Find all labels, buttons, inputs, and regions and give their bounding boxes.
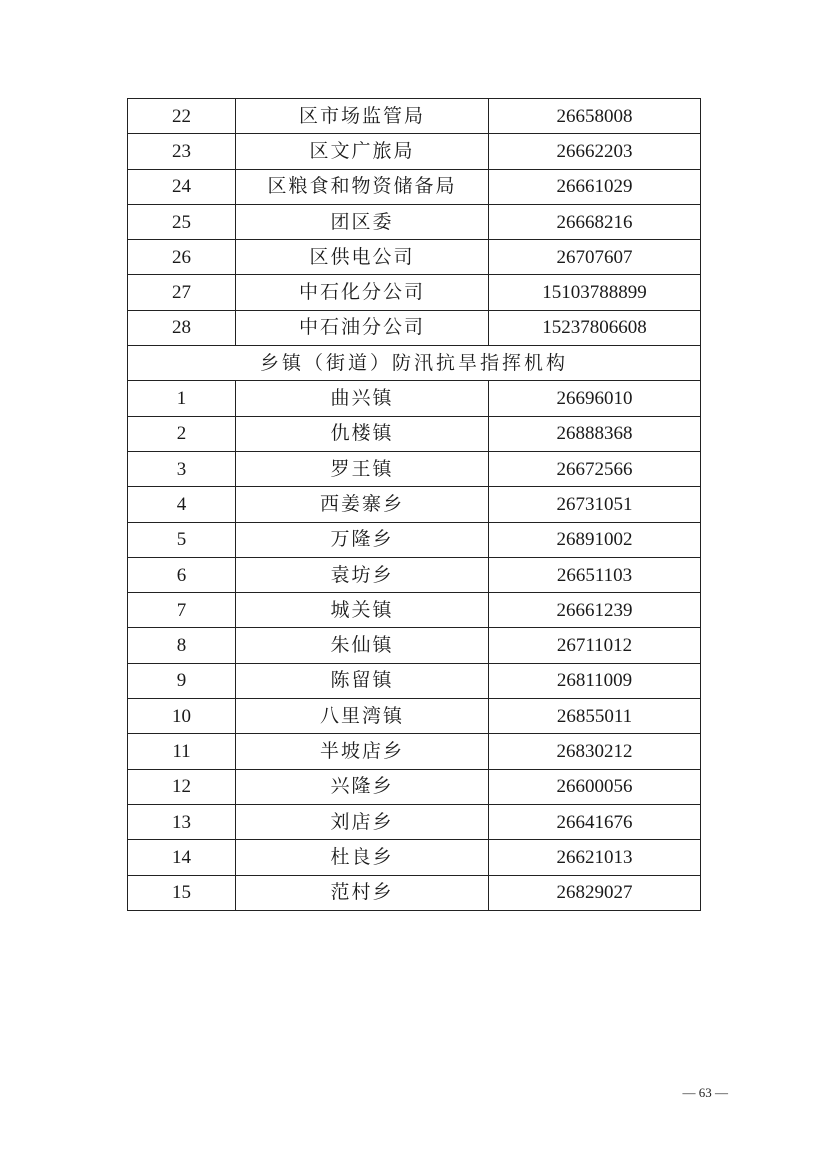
unit-name: 朱仙镇 [236,628,489,663]
contact-table [127,98,701,911]
phone-number: 15103788899 [489,275,701,310]
phone-number: 26707607 [489,240,701,275]
row-number: 1 [128,381,236,416]
unit-name: 袁坊乡 [236,557,489,592]
table-row [128,840,701,875]
row-number: 23 [128,134,236,169]
row-number: 6 [128,557,236,592]
phone-number: 26672566 [489,451,701,486]
table-row [128,381,701,416]
table-row [128,875,701,910]
row-number: 9 [128,663,236,698]
table-row [128,487,701,522]
unit-name: 西姜寨乡 [236,487,489,522]
row-number: 5 [128,522,236,557]
row-number: 11 [128,734,236,769]
phone-number: 26668216 [489,204,701,239]
phone-number: 26731051 [489,487,701,522]
phone-number: 26829027 [489,875,701,910]
section-title: 乡镇（街道）防汛抗旱指挥机构 [128,346,701,381]
phone-number: 26651103 [489,557,701,592]
unit-name: 区粮食和物资储备局 [236,169,489,204]
row-number: 13 [128,804,236,839]
table-row [128,699,701,734]
row-number: 12 [128,769,236,804]
table-row [128,593,701,628]
table-body-departments [128,99,701,346]
table-row [128,310,701,345]
table-row [128,734,701,769]
section-row [128,346,701,381]
unit-name: 区文广旅局 [236,134,489,169]
phone-number: 26855011 [489,699,701,734]
table-row [128,451,701,486]
unit-name: 中石油分公司 [236,310,489,345]
row-number: 8 [128,628,236,663]
unit-name: 杜良乡 [236,840,489,875]
unit-name: 刘店乡 [236,804,489,839]
row-number: 14 [128,840,236,875]
row-number: 3 [128,451,236,486]
phone-number: 26888368 [489,416,701,451]
unit-name: 仇楼镇 [236,416,489,451]
row-number: 7 [128,593,236,628]
unit-name: 区供电公司 [236,240,489,275]
unit-name: 八里湾镇 [236,699,489,734]
unit-name: 陈留镇 [236,663,489,698]
phone-number: 26621013 [489,840,701,875]
table-row [128,416,701,451]
table-row [128,99,701,134]
phone-number: 26891002 [489,522,701,557]
unit-name: 万隆乡 [236,522,489,557]
table-row [128,522,701,557]
phone-number: 15237806608 [489,310,701,345]
unit-name: 罗王镇 [236,451,489,486]
table-row [128,240,701,275]
phone-number: 26662203 [489,134,701,169]
phone-number: 26661029 [489,169,701,204]
page-number: — 63 — [682,1085,728,1100]
row-number: 10 [128,699,236,734]
phone-number: 26696010 [489,381,701,416]
phone-number: 26830212 [489,734,701,769]
unit-name: 曲兴镇 [236,381,489,416]
unit-name: 城关镇 [236,593,489,628]
unit-name: 中石化分公司 [236,275,489,310]
table-section [128,346,701,381]
unit-name: 区市场监管局 [236,99,489,134]
row-number: 15 [128,875,236,910]
unit-name: 半坡店乡 [236,734,489,769]
phone-number: 26711012 [489,628,701,663]
phone-number: 26811009 [489,663,701,698]
row-number: 26 [128,240,236,275]
row-number: 4 [128,487,236,522]
table-row [128,204,701,239]
table-row [128,663,701,698]
row-number: 22 [128,99,236,134]
phone-number: 26641676 [489,804,701,839]
unit-name: 兴隆乡 [236,769,489,804]
table-body-townships [128,381,701,910]
unit-name: 团区委 [236,204,489,239]
row-number: 28 [128,310,236,345]
phone-number: 26661239 [489,593,701,628]
unit-name: 范村乡 [236,875,489,910]
table-row [128,804,701,839]
table-row [128,169,701,204]
row-number: 24 [128,169,236,204]
table-row [128,628,701,663]
table-row [128,134,701,169]
phone-number: 26658008 [489,99,701,134]
table-row [128,557,701,592]
phone-number: 26600056 [489,769,701,804]
table-row [128,275,701,310]
row-number: 2 [128,416,236,451]
table-row [128,769,701,804]
row-number: 25 [128,204,236,239]
row-number: 27 [128,275,236,310]
